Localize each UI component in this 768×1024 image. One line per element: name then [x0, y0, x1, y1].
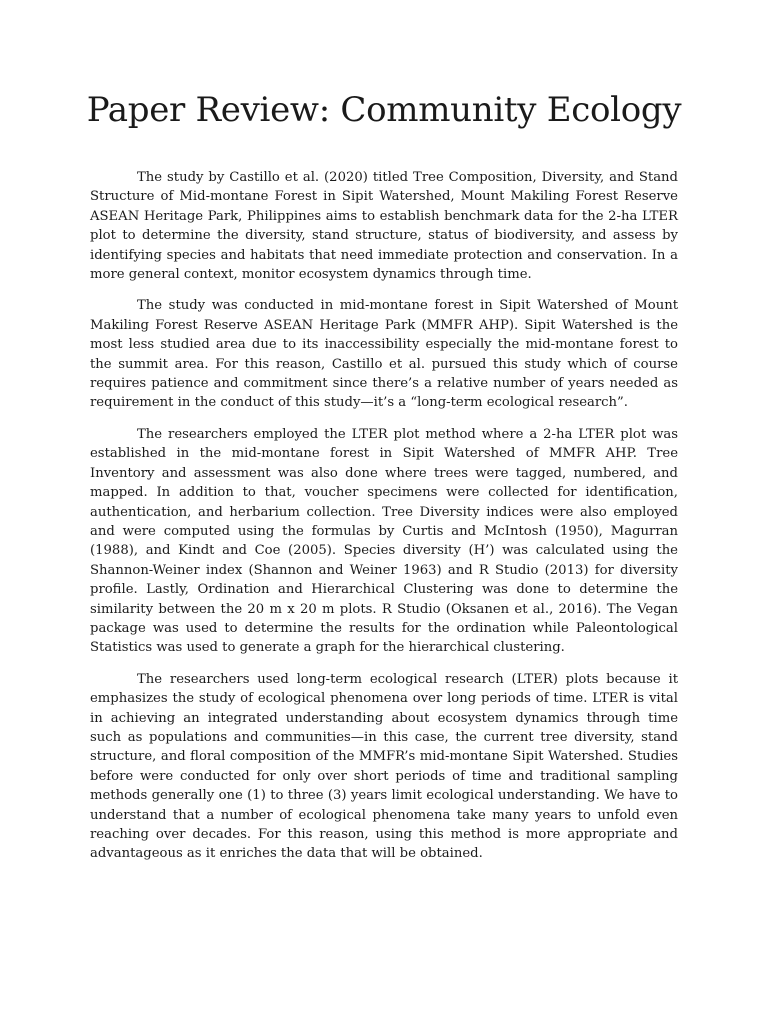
paragraph-methods: The researchers employed the LTER plot method where a 2-ha LTER plot was established in the mid-montane forest in Sipit Watershed of MMFR AHP. Tree Inventory and assessment was also done where trees were tagged, numbered, and mapped. In addition to that, voucher specimens were collected for identification, authentication, and herbarium collection. Tree Diversity indices were also employed and were computed using the formulas by Curtis and McIntosh (1950), Magurran (1988), and Kindt and Coe (2005). Species diversity (H’) was calculated using the Shannon-Weiner index (Shannon and Weiner 1963) and R Studio (2013) for diversity profile. Lastly, Ordination and Hierarchical Clustering was done to determine the similarity between the 20 m x 20 m plots. R Studio (Oksanen et al., 2016). The Vegan package was used to determine the results for the ordination while Paleontological Statistics was used to generate a graph for the hierarchical clustering.	[90, 426, 678, 656]
paragraph-lter-rationale: The researchers used long-term ecological research (LTER) plots because it emphasizes the study of ecological phenomena over long periods of time. LTER is vital in achieving an integrated understanding about ecosystem dynamics through time such as populations and communities—in this case, the current tree diversity, stand structure, and floral composition of the MMFR’s mid-montane Sipit Watershed. Studies before were conducted for only over short periods of time and traditional sampling methods generally one (1) to three (3) years limit ecological understanding. We have to understand that a number of ecological phenomena take many years to unfold even reaching over decades. For this reason, using this method is more appropriate and advantageous as it enriches the data that will be obtained.	[90, 671, 678, 862]
paragraph-study-overview: The study by Castillo et al. (2020) titled Tree Composition, Diversity, and Stand Structure of Mid-montane Forest in Sipit Watershed, Mount Makiling Forest Reserve ASEAN Heritage Park, Philippines aims to establish benchmark data for the 2-ha LTER plot to determine the diversity, stand structure, status of biodiversity, and assess by identifying species and habitats that need immediate protection and conservation. In a more general context, monitor ecosystem dynamics through time.	[90, 170, 678, 283]
paragraph-study-site: The study was conducted in mid-montane forest in Sipit Watershed of Mount Makiling Forest Reserve ASEAN Heritage Park (MMFR AHP). Sipit Watershed is the most less studied area due to its inaccessibility especially the mid-montane forest to the summit area. For this reason, Castillo et al. pursued this study which of course requires patience and commitment since there’s a relative number of years needed as requirement in the conduct of this study—it’s a “long-term ecological research”.	[90, 298, 678, 411]
document-body	[90, 168, 678, 876]
document-title: Paper Review: Community Ecology	[86, 90, 682, 130]
